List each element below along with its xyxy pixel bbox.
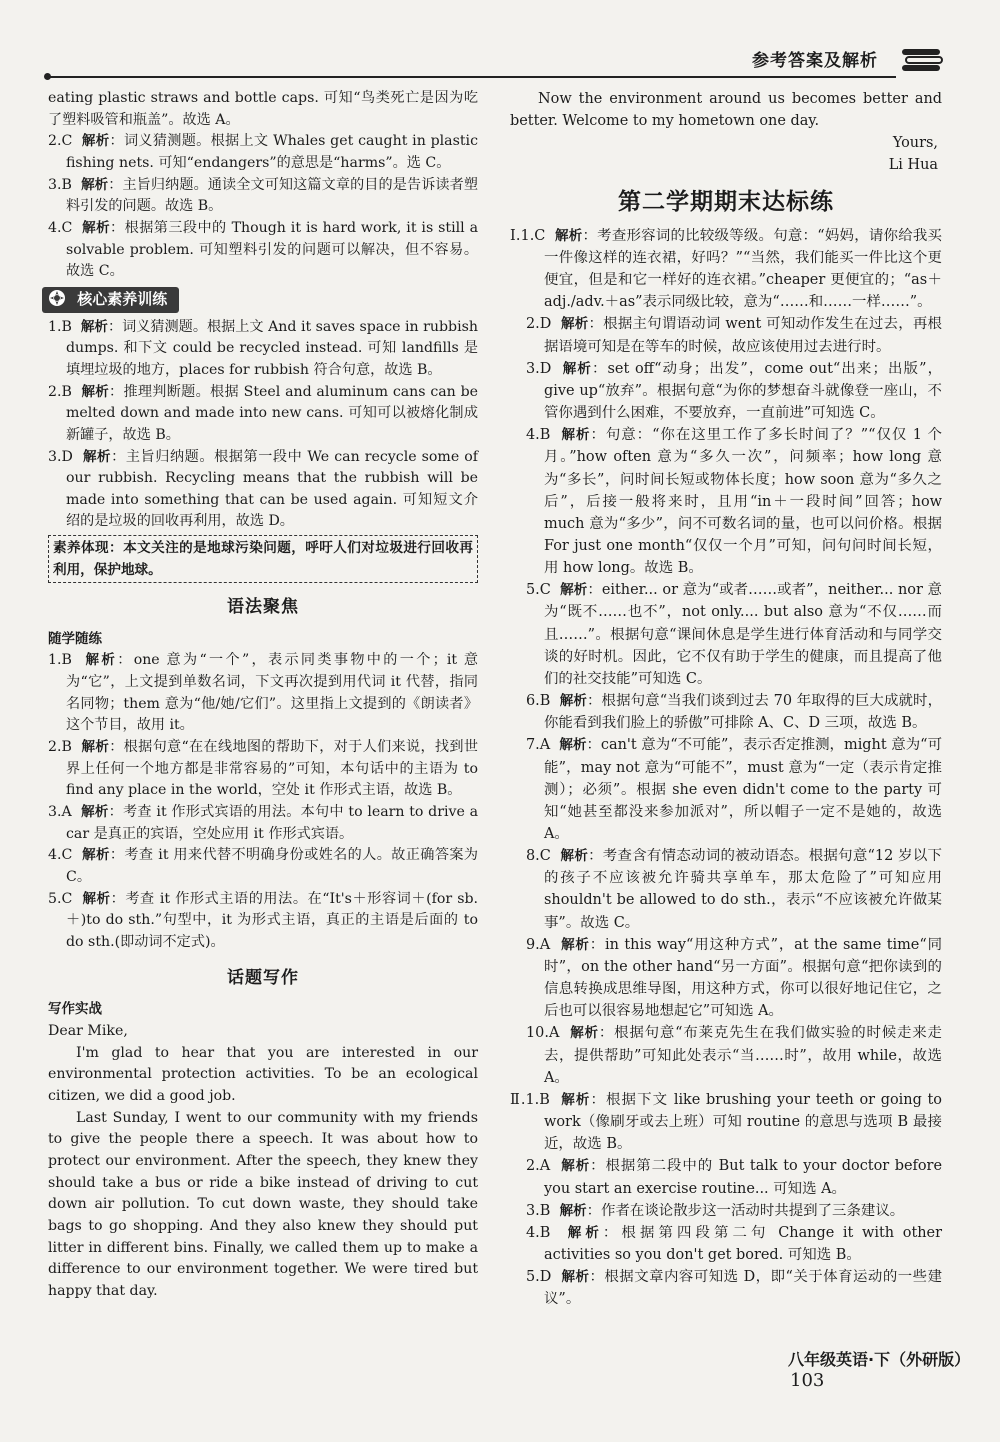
answer-number: 4.C [48,219,73,236]
answer-item [48,218,478,283]
answer-item [510,845,942,934]
analysis-text: ：主旨归纳题。根据第一段中 We can recycle some of our rubbish. Recycling means that the rubbish will be made into something that can be used again. 可知短文介绍的是垃圾的回收再利用，故选 D。 [66,448,479,530]
analysis-label: 解析 [560,582,588,599]
answer-number: 4.B [526,427,551,444]
answer-number: 5.C [48,890,73,907]
writing-title: 话题写作 [227,967,299,988]
analysis-text: ：推理判断题。根据 Steel and aluminum cans can be melted down and made into new cans. 可知可以被熔化制成新罐子，故选 B。 [66,383,478,443]
answer-number: 8.C [526,848,551,865]
answer-item [510,358,942,424]
left-column [48,88,478,1302]
answer-number: 7.A [526,737,551,754]
answer-number: 2.B [48,739,72,756]
analysis-text: ：根据句意“当我们谈到过去 70 年取得的巨大成就时，你能看到我们脸上的骄傲”可排除 A、C、D 三项，故选 B。 [544,693,943,732]
analysis-label: 解析 [80,318,108,335]
answer-item [48,802,478,845]
analysis-label: 解析 [81,804,109,821]
answer-number: 1.B [48,318,72,335]
analysis-label: 解析 [555,227,583,244]
answer-number: 5.C [526,582,551,599]
analysis-text: ：one 意为“一个”，表示同类事物中的一个；it 意为“它”，上文提到单数名词，下文再次提到用代词 it 代替，指同名同物；them 意为“他/她/它们”。这里指上文提到的《朗读者》这个节目，故用 it。 [66,652,478,734]
answer-item [48,447,478,534]
answer-item [510,424,942,579]
section-banner [42,287,179,313]
answer-item [510,1266,942,1310]
letter-paragraph: Last Sunday, I went to our community with my friends to give the people there a speech. It was about how to protect our environment. After the speech, they knew they should take a bus or ride a bike instead of driving to cut down air pollution. To cut down waste, they should take bags to go shopping. And they also knew they should put litter in different bins. Finally, we called them up to make a difference to our environment together. We were tired but happy that day. [48,1109,478,1299]
literacy-box: 素养体现：本文关注的是地球污染问题，呼吁人们对垃圾进行回收再利用，保护地球。 [48,535,478,583]
answer-number: 9.A [526,936,551,953]
analysis-text: ：can't 意为“不可能”，表示否定推测，might 意为“可能”，may not 意为“可能不”，must 意为“一定（表示肯定推测）；必须”。根据 she even didn't come to the party 可知“她甚至都没来参加派对”，所以帽子一定不是她的，故选 A。 [544,737,943,842]
analysis-label: 解析 [561,1091,591,1108]
analysis-text: ：考查形容词的比较级等级。句意：“妈妈，请你给我买一件像这样的连衣裙，好吗？”“当然，我们能买一件比这个更便宜，但是和它一样好的连衣裙。”cheaper 更便宜的；“as＋adj./adv.＋as”表示同级比较，意为“……和……一样……”。 [544,227,942,311]
answer-list-c [48,650,478,953]
page-number: 103 [790,1370,825,1391]
analysis-label: 解析 [82,890,111,907]
analysis-label: 解析 [81,133,110,150]
analysis-text: ：根据第二段中的 But talk to your doctor before you start an exercise routine... 可知选 A。 [544,1158,942,1197]
footer-label: 八年级英语·下（外研版） [788,1350,971,1369]
analysis-text: ：either... or 意为“或者……或者”，neither... nor 意为“既不……也不”，not only.... but also 意为“不仅……而且……”。根据句意“课间休息是学生进行体育活动和与同学交谈的好时机。因此，它不仅有助于学生的健康，而且提高了他们的社交技能”可知选 C。 [544,582,942,687]
answer-item [48,175,478,218]
analysis-label: 解析 [561,1158,591,1175]
letter-salutation: Dear Mike, [48,1022,128,1039]
answer-number: 3.D [526,360,552,377]
answer-item [510,690,942,734]
exam-title: 第二学期期末达标练 [618,188,834,215]
answer-item [510,934,942,1023]
answer-number: 1.C [520,227,546,244]
part-two-answers [510,1089,942,1311]
answer-number: 10.A [526,1025,560,1042]
answer-number: 2.D [526,316,552,333]
answer-item [510,734,942,845]
page-footer [788,1347,1000,1391]
answer-item [510,1155,942,1199]
flower-badge-icon [48,289,66,307]
answer-item [510,1200,942,1222]
analysis-label: 解析 [570,1025,599,1042]
analysis-text: ：考查 it 用来代替不明确身份或姓名的人。故正确答案为 C。 [66,847,479,885]
header-rule [46,76,896,78]
analysis-text: ：作者在谈论散步这一活动时共提到了三条建议。 [586,1202,905,1219]
analysis-label: 解析 [82,219,111,236]
answer-number: 1.B [525,1091,550,1108]
letter-paragraph: Now the environment around us becomes better and better. Welcome to my hometown one day. [510,91,942,130]
answer-number: 4.C [48,847,73,864]
analysis-label: 解析 [559,693,587,710]
analysis-label: 解析 [82,448,112,465]
answer-item [48,650,478,737]
letter-paragraph: I'm glad to hear that you are interested in our environmental protection activities. To be an ecological citizen, we did a good job. [48,1044,478,1104]
analysis-label: 解析 [82,847,110,864]
answer-item [510,579,942,690]
analysis-text: ：根据第四段第二句 Change it with other activities so you don't get bored. 可知选 B。 [544,1224,942,1263]
answer-item [510,1222,942,1266]
answer-item [48,737,478,802]
answer-list-b [48,317,478,534]
intro-text [48,88,478,131]
analysis-label: 解析 [561,936,590,953]
intro-line: eating plastic straws and bottle caps. 可知“鸟类死亡是因为吃了塑料吸管和瓶盖”。故选 A。 [48,90,478,128]
answer-number: 1.B [48,652,72,669]
analysis-text: ：考查 it 作形式主语的用法。在“It's＋形容词＋(for sb.＋)to do sth.”句型中，it 为形式主语，真正的主语是后面的 to do sth.(即动词不定式)。 [66,890,478,950]
answer-item [48,317,478,382]
letter-signature: Li Hua [888,157,938,174]
answer-number: 6.B [526,693,551,710]
analysis-label: 解析 [81,739,110,756]
answer-item [510,225,942,314]
analysis-text: ：主旨归纳题。通读全文可知这篇文章的目的是告诉读者塑料引发的问题。故选 B。 [66,176,479,215]
answer-item [48,889,478,954]
analysis-label: 解析 [562,360,592,377]
answer-number: 3.B [526,1202,551,1219]
analysis-label: 解析 [559,737,587,754]
analysis-text: ：词义猜测题。根据上文 And it saves space in rubbish dumps. 和下文 could be recycled instead. 可知 landfills 是填埋垃圾的地方，places for rubbish 符合句意，故选 B。 [66,318,478,378]
analysis-label: 解析 [561,316,589,333]
answer-number: 4.B [526,1224,551,1241]
grammar-title: 语法聚焦 [227,597,299,618]
analysis-text: ：set off“动身；出发”，come out“出来；出版”，give up“放弃”。根据句意“为你的梦想奋斗就像登一座山，不管你遇到什么困难，不要放弃，一直前进”可知选 C。 [544,360,943,422]
analysis-label: 解析 [567,1224,603,1241]
letter-continued [510,88,942,177]
answer-item [510,1022,942,1088]
part-one-answers [510,225,942,1089]
grammar-subtitle: 随学随练 [48,630,102,647]
analysis-text: ：根据主句谓语动词 went 可知动作发生在过去，再根据语境可知是在等车的时候，故应该使用过去进行时。 [544,316,942,355]
answer-number: 2.B [48,383,72,400]
header-title: 参考答案及解析 [752,51,878,71]
right-column [510,88,942,1310]
writing-subtitle: 写作实战 [48,1001,102,1018]
stacked-books-icon [900,46,944,76]
sample-letter [48,1021,478,1303]
answer-number: 3.B [48,176,72,193]
analysis-text: ：根据下文 like brushing your teeth or going to work（像刷牙或去上班）可知 routine 的意思与选项 B 最接近，故选 B。 [544,1091,942,1153]
analysis-text: ：根据文章内容可知选 D，即“关于体育运动的一些建议”。 [544,1269,943,1308]
analysis-label: 解析 [81,176,109,193]
answer-item [510,313,942,357]
part-label: Ⅱ. [510,1091,526,1108]
analysis-text: ：根据第三段中的 Though it is hard work, it is still a solvable problem. 可知塑料引发的问题可以解决，但不容易。故选 C。 [66,219,479,280]
answer-item [48,382,478,447]
running-header [0,40,1000,80]
answer-number: 3.A [48,804,72,821]
analysis-text: ：句意：“你在这里工作了多长时间了？”“仅仅 1 个月。”how often 意为“多久一次”，问频率；how long 意为“多长”，问时间长短或物体长度；how soon 意为“多久之后”，后接一般将来时，且用“in＋一段时间”回答；how much 意为“多少”，问不可数名词的量，也可以问价格。根据 For just one month“仅仅一个月”可知，问句问时间长短，用 how long。故选 B。 [544,427,942,577]
letter-closing: Yours, [892,135,938,152]
analysis-text: ：考查含有情态动词的被动语态。根据句意“12 岁以下的孩子不应该被允许骑共享单车，那太危险了”可知应用 shouldn't be allowed to do sth.，表示“不应该被允许做某事”。故选 C。 [544,848,942,931]
answer-number: 5.D [526,1269,552,1286]
answer-item [48,845,478,888]
answer-item [48,131,478,174]
answer-number: 3.D [48,448,73,465]
analysis-text: ：词义猜测题。根据上文 Whales get caught in plastic fishing nets. 可知“endangers”的意思是“harms”。选 C。 [66,133,478,171]
analysis-label: 解析 [561,1269,590,1286]
analysis-label: 解析 [559,1202,587,1219]
analysis-label: 解析 [561,427,591,444]
answer-number: 2.C [48,133,73,150]
analysis-text: ：根据句意“布莱克先生在我们做实验的时候走来走去，提供帮助”可知此处表示“当……时”，故用 while，故选 A。 [544,1025,942,1086]
analysis-text: ：根据句意“在在线地图的帮助下，对于人们来说，找到世界上任何一个地方都是非常容易的”可知，本句话中的主语为 to find any place in the world，空处 it 作形式主语，故选 B。 [66,739,479,799]
analysis-label: 解析 [85,652,118,669]
banner-label: 核心素养训练 [77,289,168,308]
analysis-label: 解析 [81,383,110,400]
answer-list-a [48,131,478,283]
analysis-text: ：考查 it 作形式宾语的用法。本句中 to learn to drive a car 是真正的宾语，空处应用 it 作形式宾语。 [66,804,478,842]
analysis-text: ：in this way“用这种方式”，at the same time“同时”，on the other hand“另一方面”。根据句意“把你读到的信息转换成思维导图，用这种方式，你可以很好地记住它，之后也可以很容易地想起它”可知选 A。 [544,936,943,1020]
answer-number: 2.A [526,1158,551,1175]
analysis-label: 解析 [560,848,589,865]
answer-item [510,1089,942,1155]
part-label: Ⅰ. [510,227,521,244]
